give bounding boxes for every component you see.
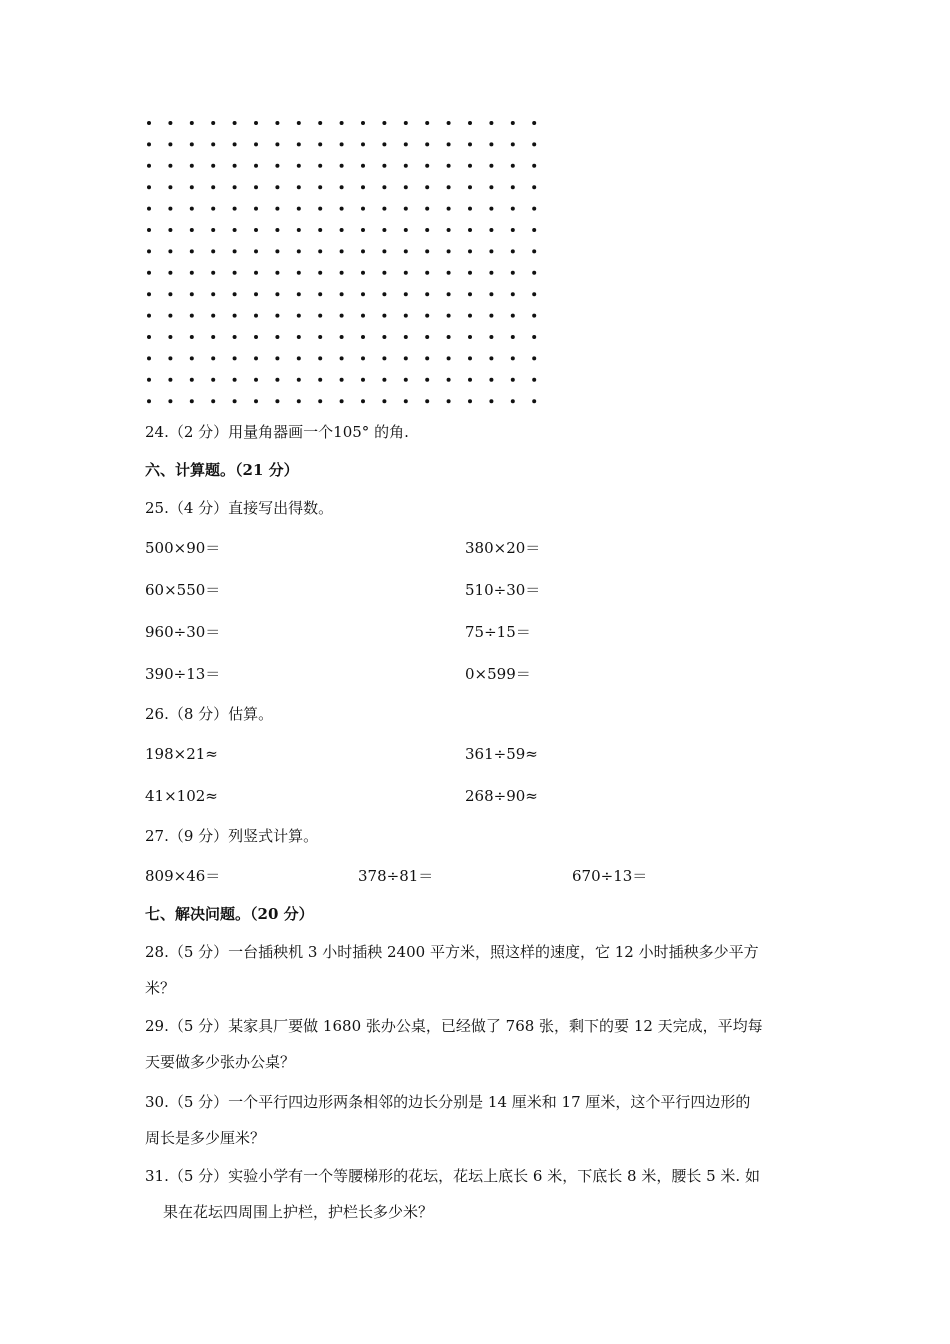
grid-dot <box>297 142 301 146</box>
grid-dot <box>340 164 344 168</box>
grid-dot <box>190 271 194 275</box>
grid-dot <box>447 399 451 403</box>
grid-dot <box>532 185 536 189</box>
grid-dot <box>468 249 472 253</box>
q25-item: 510÷30＝ <box>465 581 541 599</box>
grid-dot <box>468 292 472 296</box>
grid-dot <box>404 207 408 211</box>
grid-dot <box>532 164 536 168</box>
grid-dot <box>147 121 151 125</box>
grid-dot <box>532 292 536 296</box>
grid-dot <box>168 271 172 275</box>
grid-dot <box>233 142 237 146</box>
q25-item: 75÷15＝ <box>465 623 531 641</box>
grid-dot <box>447 356 451 360</box>
grid-dot <box>190 228 194 232</box>
grid-dot <box>361 228 365 232</box>
grid-dot <box>468 164 472 168</box>
grid-dot <box>318 207 322 211</box>
grid-dot <box>425 271 429 275</box>
grid-dot <box>147 399 151 403</box>
grid-dot <box>254 228 258 232</box>
dot-grid <box>146 120 540 410</box>
grid-dot <box>275 207 279 211</box>
grid-dot <box>361 185 365 189</box>
grid-dot <box>425 314 429 318</box>
grid-dot <box>361 399 365 403</box>
grid-dot <box>447 378 451 382</box>
grid-dot <box>489 314 493 318</box>
grid-dot <box>233 399 237 403</box>
grid-dot <box>297 399 301 403</box>
grid-dot <box>190 121 194 125</box>
grid-dot <box>211 207 215 211</box>
grid-dot <box>297 121 301 125</box>
grid-dot <box>211 142 215 146</box>
grid-dot <box>468 185 472 189</box>
grid-dot <box>404 185 408 189</box>
grid-dot <box>361 356 365 360</box>
grid-dot <box>318 378 322 382</box>
grid-dot <box>254 335 258 339</box>
grid-dot <box>254 292 258 296</box>
grid-dot <box>425 142 429 146</box>
grid-dot <box>511 271 515 275</box>
grid-dot <box>318 356 322 360</box>
grid-dot <box>275 142 279 146</box>
grid-dot <box>147 335 151 339</box>
grid-dot <box>275 399 279 403</box>
grid-dot <box>511 185 515 189</box>
grid-dot <box>254 356 258 360</box>
grid-dot <box>489 356 493 360</box>
question-27-title: 27.（9 分）列竖式计算。 <box>145 827 319 845</box>
q25-item: 0×599＝ <box>465 665 531 683</box>
grid-dot <box>404 292 408 296</box>
grid-dot <box>147 271 151 275</box>
grid-dot <box>489 121 493 125</box>
grid-dot <box>211 292 215 296</box>
grid-dot <box>404 356 408 360</box>
grid-dot <box>275 271 279 275</box>
grid-dot <box>361 335 365 339</box>
grid-dot <box>532 335 536 339</box>
grid-dot <box>425 207 429 211</box>
question-26-title: 26.（8 分）估算。 <box>145 705 274 723</box>
grid-dot <box>318 142 322 146</box>
grid-dot <box>211 378 215 382</box>
grid-dot <box>404 314 408 318</box>
grid-dot <box>147 249 151 253</box>
grid-dot <box>297 185 301 189</box>
grid-dot <box>468 142 472 146</box>
grid-dot <box>233 228 237 232</box>
grid-dot <box>340 142 344 146</box>
grid-dot <box>489 185 493 189</box>
grid-dot <box>340 378 344 382</box>
grid-dot <box>297 207 301 211</box>
grid-dot <box>340 121 344 125</box>
grid-dot <box>361 314 365 318</box>
grid-dot <box>532 207 536 211</box>
question-29-line1: 29.（5 分）某家具厂要做 1680 张办公桌，已经做了 768 张，剩下的要 12 天完成，平均每 <box>145 1017 763 1035</box>
grid-dot <box>340 271 344 275</box>
grid-dot <box>254 399 258 403</box>
grid-dot <box>275 335 279 339</box>
grid-dot <box>404 399 408 403</box>
grid-dot <box>275 292 279 296</box>
grid-dot <box>361 378 365 382</box>
grid-dot <box>254 142 258 146</box>
q26-item: 268÷90≈ <box>465 787 538 805</box>
q25-item: 500×90＝ <box>145 539 221 557</box>
grid-dot <box>425 378 429 382</box>
grid-dot <box>340 185 344 189</box>
grid-dot <box>468 356 472 360</box>
grid-dot <box>254 164 258 168</box>
grid-dot <box>168 399 172 403</box>
grid-dot <box>340 228 344 232</box>
grid-dot <box>147 314 151 318</box>
grid-dot <box>147 164 151 168</box>
grid-dot <box>468 314 472 318</box>
grid-dot <box>318 314 322 318</box>
grid-dot <box>211 399 215 403</box>
grid-dot <box>147 142 151 146</box>
question-31-line1: 31.（5 分）实验小学有一个等腰梯形的花坛，花坛上底长 6 米，下底长 8 米，腰长 5 米. 如 <box>145 1167 760 1185</box>
grid-dot <box>532 378 536 382</box>
grid-dot <box>233 249 237 253</box>
question-31-line2: 果在花坛四周围上护栏，护栏长多少米？ <box>163 1203 434 1221</box>
q26-item: 361÷59≈ <box>465 745 538 763</box>
q25-item: 390÷13＝ <box>145 665 221 683</box>
grid-dot <box>190 207 194 211</box>
q27-item: 670÷13＝ <box>572 867 648 885</box>
grid-dot <box>425 185 429 189</box>
grid-dot <box>190 249 194 253</box>
grid-dot <box>532 314 536 318</box>
grid-dot <box>425 249 429 253</box>
grid-dot <box>511 207 515 211</box>
q26-item: 198×21≈ <box>145 745 218 763</box>
grid-dot <box>382 292 386 296</box>
grid-dot <box>168 335 172 339</box>
grid-dot <box>254 185 258 189</box>
grid-dot <box>468 378 472 382</box>
grid-dot <box>168 207 172 211</box>
grid-dot <box>168 228 172 232</box>
grid-dot <box>511 121 515 125</box>
grid-dot <box>168 314 172 318</box>
grid-dot <box>468 335 472 339</box>
grid-dot <box>297 335 301 339</box>
grid-dot <box>211 121 215 125</box>
grid-dot <box>361 207 365 211</box>
question-28-line1: 28.（5 分）一台插秧机 3 小时插秧 2400 平方米，照这样的速度，它 12 小时插秧多少平方 <box>145 943 759 961</box>
grid-dot <box>404 228 408 232</box>
q27-item: 378÷81＝ <box>358 867 434 885</box>
grid-dot <box>425 164 429 168</box>
grid-dot <box>190 185 194 189</box>
grid-dot <box>447 292 451 296</box>
grid-dot <box>254 314 258 318</box>
grid-dot <box>511 335 515 339</box>
grid-dot <box>489 164 493 168</box>
grid-dot <box>297 314 301 318</box>
question-25-title: 25.（4 分）直接写出得数。 <box>145 499 334 517</box>
grid-dot <box>297 164 301 168</box>
grid-dot <box>382 335 386 339</box>
q26-item: 41×102≈ <box>145 787 218 805</box>
grid-dot <box>489 335 493 339</box>
grid-dot <box>318 249 322 253</box>
grid-dot <box>404 164 408 168</box>
grid-dot <box>382 121 386 125</box>
grid-dot <box>275 356 279 360</box>
grid-dot <box>254 207 258 211</box>
grid-dot <box>404 378 408 382</box>
grid-dot <box>489 399 493 403</box>
grid-dot <box>361 164 365 168</box>
grid-dot <box>447 207 451 211</box>
grid-dot <box>511 142 515 146</box>
grid-dot <box>147 292 151 296</box>
grid-dot <box>447 142 451 146</box>
grid-dot <box>297 292 301 296</box>
grid-dot <box>468 121 472 125</box>
grid-dot <box>382 142 386 146</box>
grid-dot <box>532 249 536 253</box>
grid-dot <box>532 228 536 232</box>
grid-dot <box>447 314 451 318</box>
grid-dot <box>489 207 493 211</box>
section-7-heading: 七、解决问题。（20 分） <box>145 905 314 923</box>
grid-dot <box>511 378 515 382</box>
grid-dot <box>382 356 386 360</box>
grid-dot <box>233 185 237 189</box>
grid-dot <box>211 164 215 168</box>
grid-dot <box>275 185 279 189</box>
grid-dot <box>404 249 408 253</box>
grid-dot <box>190 335 194 339</box>
grid-dot <box>297 228 301 232</box>
grid-dot <box>425 228 429 232</box>
grid-dot <box>382 207 386 211</box>
grid-dot <box>168 121 172 125</box>
grid-dot <box>447 121 451 125</box>
question-30-line1: 30.（5 分）一个平行四边形两条相邻的边长分别是 14 厘米和 17 厘米，这个平行四边形的 <box>145 1093 751 1111</box>
grid-dot <box>318 399 322 403</box>
question-28-line2: 米？ <box>145 979 176 997</box>
grid-dot <box>447 164 451 168</box>
grid-dot <box>489 378 493 382</box>
grid-dot <box>340 207 344 211</box>
grid-dot <box>233 271 237 275</box>
grid-dot <box>447 271 451 275</box>
grid-dot <box>190 356 194 360</box>
grid-dot <box>275 228 279 232</box>
grid-dot <box>382 314 386 318</box>
grid-dot <box>447 228 451 232</box>
grid-dot <box>425 399 429 403</box>
grid-dot <box>532 356 536 360</box>
grid-dot <box>382 378 386 382</box>
grid-dot <box>532 142 536 146</box>
grid-dot <box>489 271 493 275</box>
grid-dot <box>233 378 237 382</box>
grid-dot <box>318 185 322 189</box>
grid-dot <box>340 399 344 403</box>
grid-dot <box>361 142 365 146</box>
grid-dot <box>190 378 194 382</box>
grid-dot <box>233 335 237 339</box>
grid-dot <box>382 185 386 189</box>
grid-dot <box>233 164 237 168</box>
grid-dot <box>318 164 322 168</box>
grid-dot <box>254 378 258 382</box>
grid-dot <box>168 292 172 296</box>
grid-dot <box>489 142 493 146</box>
grid-dot <box>382 164 386 168</box>
grid-dot <box>318 335 322 339</box>
grid-dot <box>275 121 279 125</box>
grid-dot <box>425 292 429 296</box>
grid-dot <box>275 164 279 168</box>
grid-dot <box>361 292 365 296</box>
grid-dot <box>447 335 451 339</box>
grid-dot <box>211 249 215 253</box>
grid-dot <box>340 292 344 296</box>
grid-dot <box>297 271 301 275</box>
grid-dot <box>147 185 151 189</box>
grid-dot <box>511 292 515 296</box>
grid-dot <box>168 142 172 146</box>
grid-dot <box>190 142 194 146</box>
grid-dot <box>425 121 429 125</box>
grid-dot <box>511 164 515 168</box>
grid-dot <box>447 185 451 189</box>
grid-dot <box>318 228 322 232</box>
grid-dot <box>211 314 215 318</box>
grid-dot <box>489 228 493 232</box>
grid-dot <box>275 314 279 318</box>
grid-dot <box>233 121 237 125</box>
grid-dot <box>233 207 237 211</box>
grid-dot <box>318 121 322 125</box>
grid-dot <box>361 249 365 253</box>
grid-dot <box>168 356 172 360</box>
grid-dot <box>211 335 215 339</box>
question-30-line2: 周长是多少厘米？ <box>145 1129 266 1147</box>
grid-dot <box>297 378 301 382</box>
grid-dot <box>254 249 258 253</box>
grid-dot <box>489 249 493 253</box>
grid-dot <box>382 228 386 232</box>
grid-dot <box>318 271 322 275</box>
q25-item: 960÷30＝ <box>145 623 221 641</box>
grid-dot <box>168 185 172 189</box>
grid-dot <box>211 271 215 275</box>
grid-dot <box>340 314 344 318</box>
grid-dot <box>190 292 194 296</box>
question-29-line2: 天要做多少张办公桌？ <box>145 1053 296 1071</box>
grid-dot <box>404 121 408 125</box>
grid-dot <box>532 121 536 125</box>
grid-dot <box>190 164 194 168</box>
grid-dot <box>532 399 536 403</box>
grid-dot <box>489 292 493 296</box>
grid-dot <box>168 164 172 168</box>
grid-dot <box>382 271 386 275</box>
grid-dot <box>275 378 279 382</box>
grid-dot <box>190 314 194 318</box>
grid-dot <box>382 399 386 403</box>
grid-dot <box>254 271 258 275</box>
grid-dot <box>468 207 472 211</box>
grid-dot <box>447 249 451 253</box>
grid-dot <box>233 356 237 360</box>
grid-dot <box>168 249 172 253</box>
grid-dot <box>425 356 429 360</box>
grid-dot <box>340 335 344 339</box>
grid-dot <box>404 335 408 339</box>
grid-dot <box>211 228 215 232</box>
grid-dot <box>511 356 515 360</box>
grid-dot <box>168 378 172 382</box>
section-6-heading: 六、计算题。（21 分） <box>145 461 299 479</box>
grid-dot <box>233 314 237 318</box>
grid-dot <box>468 399 472 403</box>
grid-dot <box>147 207 151 211</box>
grid-dot <box>211 185 215 189</box>
grid-dot <box>511 399 515 403</box>
grid-dot <box>318 292 322 296</box>
grid-dot <box>211 356 215 360</box>
grid-dot <box>254 121 258 125</box>
grid-dot <box>340 356 344 360</box>
grid-dot <box>404 271 408 275</box>
grid-dot <box>382 249 386 253</box>
q25-item: 60×550＝ <box>145 581 221 599</box>
grid-dot <box>361 271 365 275</box>
grid-dot <box>468 228 472 232</box>
grid-dot <box>425 335 429 339</box>
question-24: 24.（2 分）用量角器画一个105° 的角. <box>145 423 409 441</box>
grid-dot <box>297 356 301 360</box>
grid-dot <box>404 142 408 146</box>
grid-dot <box>275 249 279 253</box>
grid-dot <box>361 121 365 125</box>
grid-dot <box>297 249 301 253</box>
grid-dot <box>147 228 151 232</box>
grid-dot <box>147 356 151 360</box>
grid-dot <box>511 249 515 253</box>
grid-dot <box>340 249 344 253</box>
q25-item: 380×20＝ <box>465 539 541 557</box>
grid-dot <box>233 292 237 296</box>
grid-dot <box>511 228 515 232</box>
grid-dot <box>532 271 536 275</box>
grid-dot <box>511 314 515 318</box>
q27-item: 809×46＝ <box>145 867 221 885</box>
grid-dot <box>190 399 194 403</box>
grid-dot <box>147 378 151 382</box>
grid-dot <box>468 271 472 275</box>
